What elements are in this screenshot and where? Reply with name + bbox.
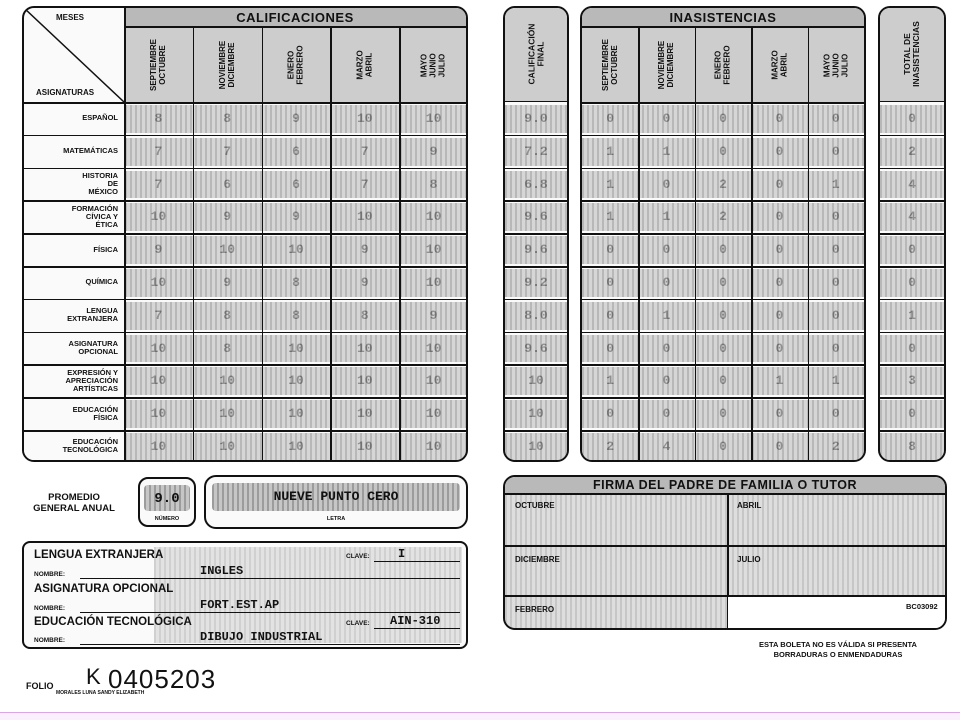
bottom-border	[0, 712, 960, 720]
opcional-title: ASIGNATURA OPCIONAL	[34, 583, 174, 595]
corner-asignaturas: ASIGNATURAS	[36, 88, 95, 97]
tecno-title: EDUCACIÓN TECNOLÓGICA	[34, 616, 192, 628]
subject-name: ESPAÑOL	[24, 103, 124, 134]
promedio-label: PROMEDIO GENERAL ANUAL	[33, 492, 115, 514]
absences-month-header: NOVIEMBRE DICIEMBRE	[657, 40, 676, 90]
subject-name: EXPRESIÓN Y APRECIACIÓN ARTÍSTICAS	[24, 365, 124, 396]
signature-octubre: OCTUBRE	[515, 501, 555, 510]
grades-month-header: MAYO JUNIO JULIO	[420, 52, 448, 78]
subject-name: EDUCACIÓN TECNOLÓGICA	[24, 431, 124, 462]
opcional-nombre-label: NOMBRE:	[34, 605, 66, 612]
signature-febrero: FEBRERO	[515, 605, 555, 614]
grades-month-header: MARZO ABRIL	[355, 50, 374, 80]
promedio-numero: 9.0	[154, 491, 180, 507]
subject-name: QUÍMICA	[24, 267, 124, 298]
signature-abril: ABRIL	[737, 501, 762, 510]
absences-month-header: MAYO JUNIO JULIO	[822, 52, 850, 78]
promedio-letra-box	[204, 475, 468, 529]
signature-title: FIRMA DEL PADRE DE FAMILIA O TUTOR	[505, 477, 945, 495]
grades-month-header: ENERO FEBRERO	[286, 45, 305, 85]
lengua-title: LENGUA EXTRANJERA	[34, 549, 164, 561]
subject-name: FÍSICA	[24, 234, 124, 265]
student-name: MORALES LUNA SANDY ELIZABETH	[56, 690, 145, 696]
form-code: BC03092	[906, 602, 938, 611]
promedio-numero-box	[138, 477, 196, 527]
absences-month-header: SEPTIEMBRE OCTUBRE	[601, 38, 620, 92]
subject-name: FORMACIÓN CÍVICA Y ÉTICA	[24, 201, 124, 232]
absences-month-header: ENERO FEBRERO	[713, 45, 732, 85]
absences-panel	[580, 6, 866, 462]
subject-name: LENGUA EXTRANJERA	[24, 300, 124, 331]
tecno-clave: AIN-310	[390, 614, 441, 628]
promedio-letra: NUEVE PUNTO CERO	[273, 489, 399, 504]
tecno-nombre-label: NOMBRE:	[34, 637, 66, 644]
grades-title: CALIFICACIONES	[124, 8, 466, 28]
subject-name: EDUCACIÓN FÍSICA	[24, 398, 124, 429]
corner-diagonal	[24, 8, 124, 102]
subjects-box	[22, 541, 468, 649]
signature-panel	[503, 475, 947, 630]
total-absences-title: TOTAL DE INASISTENCIAS	[902, 21, 921, 87]
signature-julio: JULIO	[737, 555, 761, 564]
corner-meses: MESES	[56, 13, 85, 22]
final-grade-title: CALIFICACIÓN FINAL	[525, 23, 545, 85]
tecno-clave-label: CLAVE:	[346, 620, 370, 627]
subject-name: ASIGNATURA OPCIONAL	[24, 333, 124, 364]
absences-month-header: MARZO ABRIL	[770, 50, 789, 80]
final-grade-panel	[503, 6, 569, 462]
lengua-nombre-label: NOMBRE:	[34, 571, 66, 578]
grades-month-header: NOVIEMBRE DICIEMBRE	[218, 40, 237, 90]
grades-panel	[22, 6, 468, 462]
folio-label: FOLIO	[26, 681, 54, 691]
absences-title: INASISTENCIAS	[582, 8, 864, 28]
subject-name: MATEMÁTICAS	[24, 136, 124, 167]
validity-notice: ESTA BOLETA NO ES VÁLIDA SI PRESENTA BORRADURAS O ENMENDADURAS	[759, 640, 917, 659]
subject-name: HISTORIA DE MÉXICO	[24, 169, 124, 200]
lengua-clave-label: CLAVE:	[346, 553, 370, 560]
signature-diciembre: DICIEMBRE	[515, 555, 560, 564]
opcional-nombre: FORT.EST.AP	[200, 598, 280, 612]
lengua-nombre: INGLES	[200, 564, 244, 578]
total-absences-panel	[878, 6, 946, 462]
tecno-nombre: DIBUJO INDUSTRIAL	[200, 630, 323, 644]
folio-letter: K	[86, 664, 101, 689]
letra-caption: LETRA	[326, 516, 346, 522]
numero-caption: NÚMERO	[154, 516, 180, 522]
lengua-clave: I	[398, 547, 406, 561]
grades-month-header: SEPTIEMBRE OCTUBRE	[149, 38, 168, 92]
folio-number: 0405203	[108, 664, 217, 694]
